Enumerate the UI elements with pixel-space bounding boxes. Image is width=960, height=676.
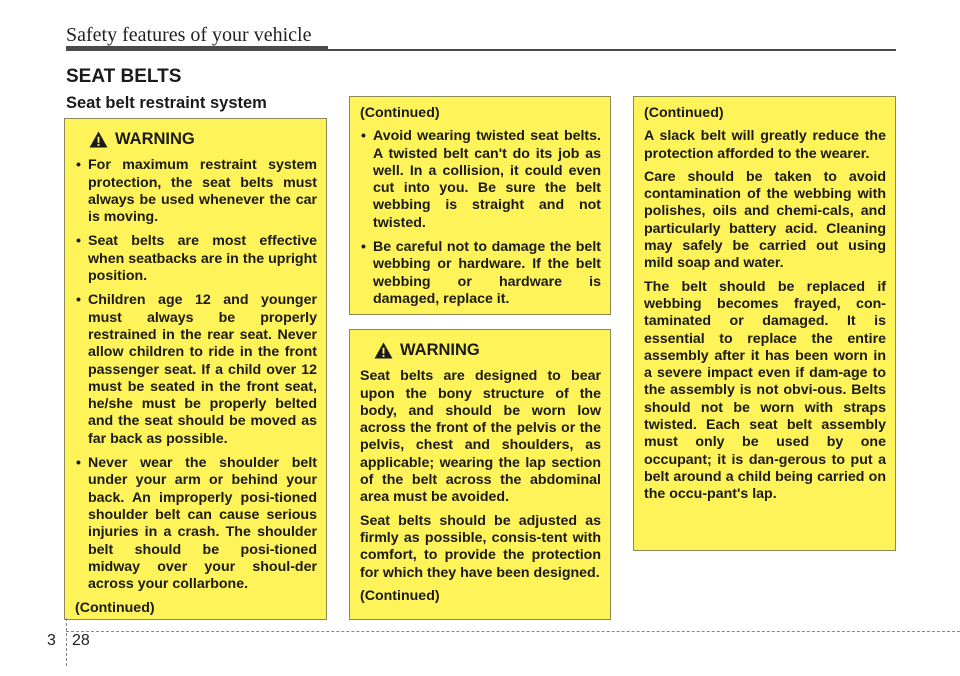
warning-paragraph: Seat belts should be adjusted as firmly as possible, consis-tent with comfort, to provide the protection for which they have been designed. — [360, 512, 601, 581]
warning-header — [89, 131, 317, 148]
continued-label: (Continued) — [644, 105, 724, 121]
continued-box-middle — [349, 96, 611, 315]
list-item: • Avoid wearing twisted seat belts. A twisted belt can't do its job as well. In a collision, it could even cut into you. Be sure the belt webbing is straight and not twisted. — [360, 128, 601, 232]
list-item: • Be careful not to damage the belt webbing or hardware. If the belt webbing or hardware is damaged, replace it. — [360, 239, 601, 308]
continued-label: (Continued) — [360, 587, 440, 604]
warning-box-left — [64, 118, 327, 620]
chapter-number: 3 — [47, 632, 56, 649]
continued-label: (Continued) — [360, 105, 440, 121]
list-item: • Never wear the shoulder belt under your arm or behind your back. An improperly posi-tioned shoulder belt can cause serious injuries in a crash. The shoulder belt should be posi-tioned midway over your shoul-der across your collarbone. — [75, 455, 317, 593]
continued-paragraph: A slack belt will greatly reduce the protection afforded to the wearer. — [644, 128, 886, 162]
footer-divider-vertical — [66, 618, 67, 666]
list-item: • For maximum restraint system protection, the seat belts must always be used whenever the car is moving. — [75, 157, 317, 226]
warning-list — [75, 157, 317, 593]
warning-header — [374, 342, 601, 359]
section-title: SEAT BELTS — [66, 66, 182, 87]
warning-triangle-icon — [89, 131, 108, 148]
subsection-title: Seat belt restraint system — [66, 94, 267, 112]
list-item: • Seat belts are most effective when seatbacks are in the upright position. — [75, 233, 317, 285]
warning-triangle-icon — [374, 342, 393, 359]
warning-box-middle — [349, 329, 611, 620]
footer-divider-horizontal — [66, 631, 960, 632]
warning-label: WARNING — [115, 130, 195, 148]
continued-label: (Continued) — [75, 600, 155, 617]
header-rule-thin — [328, 49, 896, 51]
continued-box-right — [633, 96, 896, 551]
header-title: Safety features of your vehicle — [66, 24, 312, 46]
warning-label: WARNING — [400, 341, 480, 359]
header-rule-thick — [66, 46, 328, 51]
continued-paragraph: Care should be taken to avoid contamination of the webbing with polishes, oils and chemi-cals, and particularly battery acid. Cleaning may safely be carried out using mild soap and water. — [644, 168, 886, 272]
page-number: 28 — [72, 632, 90, 649]
continued-paragraph: The belt should be replaced if webbing becomes frayed, con-taminated or damaged. It is essential to replace the entire assembly after it has been worn in a severe impact even if dam-age to the assembly is not obvi-ous. Belts should not be worn with straps twisted. Each seat belt assembly must only be used by one occupant; it is dan-gerous to put a belt around a child being carried on the occu-pant's lap. — [644, 278, 886, 503]
continued-list — [360, 128, 601, 308]
warning-paragraph: Seat belts are designed to bear upon the bony structure of the body, and should be worn low across the front of the pelvis or the pelvis, chest and shoulders, as applicable; wearing the lap section of the belt across the abdominal area must be avoided. — [360, 368, 601, 506]
list-item: • Children age 12 and younger must always be properly restrained in the rear seat. Never allow children to ride in the front passenger seat. If a child over 12 must be seated in the front seat, he/she must be properly belted and the seat should be moved as far back as possible. — [75, 292, 317, 448]
